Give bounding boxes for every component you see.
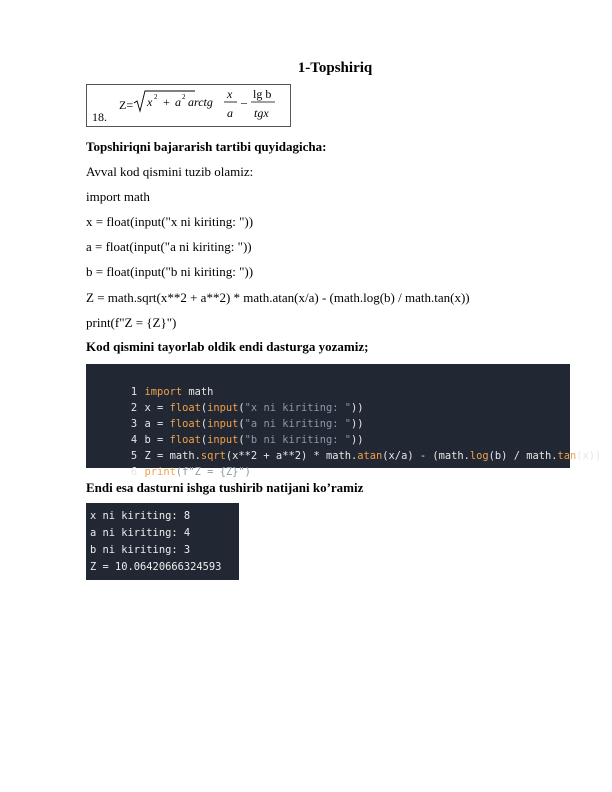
editor-line-6	[86, 448, 251, 478]
code-token: (	[200, 402, 208, 414]
code-token: ))	[351, 434, 364, 446]
output-line-4: Z = 10.06420666324593	[90, 561, 222, 573]
code-token: math	[182, 386, 214, 398]
output-line-2: a ni kiriting: 4	[90, 527, 191, 539]
editor-line-4	[86, 416, 364, 446]
code-function: atan	[357, 450, 383, 462]
code-token: (	[200, 434, 208, 446]
code-text-line-1: import math	[86, 189, 150, 204]
terminal-output-screenshot	[86, 503, 239, 580]
fraction-den-a: a	[227, 106, 233, 120]
page-title: 1-Topshiriq	[297, 60, 373, 76]
editor-line-2	[86, 384, 364, 414]
editor-line-1	[86, 368, 214, 398]
heading-steps: Topshiriqni bajararish tartibi quyidagicha:	[86, 139, 327, 154]
fraction-den-tgx: tgx	[254, 106, 269, 120]
line-number: 1	[130, 386, 138, 398]
formula-plus: +	[163, 95, 170, 109]
code-token: a =	[144, 418, 170, 430]
code-string: (f"Z = {Z}")	[175, 466, 251, 478]
code-token: b =	[144, 434, 170, 446]
code-token: (	[238, 434, 245, 446]
code-token: Z = math.	[144, 450, 201, 462]
code-function: log	[469, 450, 489, 462]
line-number: 4	[130, 434, 138, 446]
code-text-line-3: a = float(input("a ni kiriting: "))	[86, 239, 252, 254]
formula-graphic	[87, 85, 292, 128]
code-token: (x/a) - (math.	[382, 450, 470, 462]
code-function: input	[207, 418, 239, 430]
fraction-num-x: x	[227, 87, 233, 101]
code-token: x =	[144, 402, 170, 414]
code-function: sqrt	[200, 450, 226, 462]
heading-write: Kod qismini tayorlab oldik endi dasturga yozamiz;	[86, 339, 369, 354]
code-text-line-5: Z = math.sqrt(x**2 + a**2) * math.atan(x/a) - (math.log(b) / math.tan(x))	[86, 290, 470, 305]
code-string: "b ni kiriting: "	[244, 434, 352, 446]
code-function: print	[144, 466, 176, 478]
code-editor-screenshot	[86, 364, 602, 478]
code-token: (x**2 + a**2) * math.	[225, 450, 358, 462]
formula-exp-2: 2	[182, 93, 186, 101]
code-token: ))	[351, 418, 364, 430]
fraction-num-lgb: lg b	[253, 87, 272, 101]
formula-a: a	[175, 95, 181, 109]
code-text-line-2: x = float(input("x ni kiriting: "))	[86, 214, 254, 229]
intro-text: Avval kod qismini tuzib olamiz:	[86, 164, 254, 179]
formula-box	[86, 84, 291, 127]
code-string: "x ni kiriting: "	[244, 402, 352, 414]
formula-number: 18.	[92, 110, 107, 124]
code-function: input	[207, 434, 239, 446]
formula-x: x	[147, 95, 153, 109]
formula-lhs: Z=	[119, 98, 134, 112]
code-token: ))	[351, 402, 364, 414]
editor-line-3	[86, 400, 364, 430]
code-function: float	[169, 402, 201, 414]
code-function: float	[169, 418, 201, 430]
code-token: (	[200, 418, 208, 430]
heading-run: Endi esa dasturni ishga tushirib natijani ko’ramiz	[86, 480, 364, 495]
code-token: (	[238, 418, 245, 430]
formula-exp-1: 2	[154, 93, 158, 101]
line-number: 5	[130, 450, 138, 462]
code-token: (x))	[576, 450, 602, 462]
code-token: (b) / math.	[488, 450, 558, 462]
keyword-import: import	[144, 386, 183, 398]
line-number: 2	[130, 402, 138, 414]
code-token: (	[238, 402, 245, 414]
line-number: 3	[130, 418, 138, 430]
editor-line-5	[86, 432, 602, 462]
formula-arctg: arctg	[188, 95, 213, 109]
code-function: tan	[557, 450, 577, 462]
line-number: 6	[130, 466, 138, 478]
code-text-line-4: b = float(input("b ni kiriting: "))	[86, 264, 254, 279]
output-line-3: b ni kiriting: 3	[90, 544, 191, 556]
code-function: input	[207, 402, 239, 414]
code-text-line-6: print(f"Z = {Z}")	[86, 315, 177, 330]
code-function: float	[169, 434, 201, 446]
output-line-1: x ni kiriting: 8	[90, 510, 191, 522]
formula-minus: –	[241, 95, 247, 109]
code-string: "a ni kiriting: "	[244, 418, 352, 430]
